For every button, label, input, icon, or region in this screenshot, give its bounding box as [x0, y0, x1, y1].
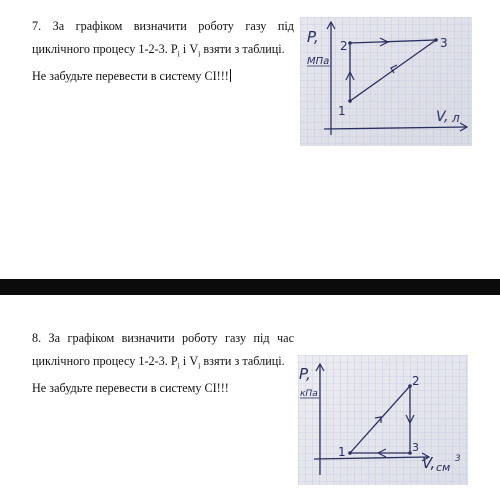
- point-1-label: 1: [338, 104, 346, 118]
- task-8-line-2-c: взяти з таблиці.: [200, 354, 285, 368]
- task-8-line-3: Не забудьте перевести в систему СІ!!!: [32, 381, 229, 396]
- task-8-p-subscript: i: [177, 361, 180, 371]
- point-3-label: 3: [440, 36, 448, 50]
- x-axis-label: V,: [422, 454, 436, 472]
- point-1-label: 1: [338, 445, 346, 459]
- point-2-label: 2: [340, 39, 348, 53]
- point-1-dot: [348, 451, 352, 455]
- x-axis-unit-exponent: 3: [455, 454, 461, 464]
- task-7-line-3-text: Не забудьте перевести в систему СІ!!!: [32, 69, 229, 84]
- x-axis-unit: л: [452, 111, 460, 125]
- task-7-text: [32, 15, 294, 88]
- task-8-line-1: 8. За графіком визначити роботу газу під час: [32, 331, 294, 345]
- point-2-label: 2: [412, 374, 420, 388]
- y-axis-label: P,: [299, 365, 311, 383]
- x-axis-label: V,: [436, 109, 449, 125]
- point-1-dot: [348, 99, 352, 103]
- task-8-text: [32, 327, 294, 400]
- task-8-line-2: [32, 350, 294, 377]
- page-separator: [0, 279, 500, 295]
- task-8-line-2-a: циклічного процесу 1-2-3. P: [32, 354, 178, 368]
- task-8-line-2-b: і V: [179, 354, 199, 368]
- y-axis-unit: кПа: [300, 389, 318, 399]
- task-7-line-3: [32, 65, 294, 88]
- y-axis-unit: МПа: [307, 56, 330, 67]
- x-axis-unit: см: [436, 461, 451, 474]
- task-7-p-subscript: i: [177, 49, 180, 59]
- task-8-v-subscript: i: [198, 361, 201, 371]
- text-cursor: [230, 69, 231, 82]
- point-3-dot: [434, 38, 438, 42]
- task-7-line-2-b: і V: [179, 42, 199, 56]
- point-2-dot: [348, 41, 352, 45]
- task-7-line-2: [32, 38, 294, 65]
- point-3-label: 3: [412, 441, 419, 454]
- task-7-graph-photo: [300, 17, 472, 146]
- task-7-line-2-a: циклічного процесу 1-2-3. P: [32, 42, 178, 56]
- task-8-graph-photo: [298, 355, 468, 485]
- task-7-line-2-c: взяти з таблиці.: [200, 42, 285, 56]
- task-7-v-subscript: i: [198, 49, 201, 59]
- y-axis-label: P,: [307, 28, 319, 46]
- task-7-line-1: 7. За графіком визначити роботу газу під: [32, 19, 294, 33]
